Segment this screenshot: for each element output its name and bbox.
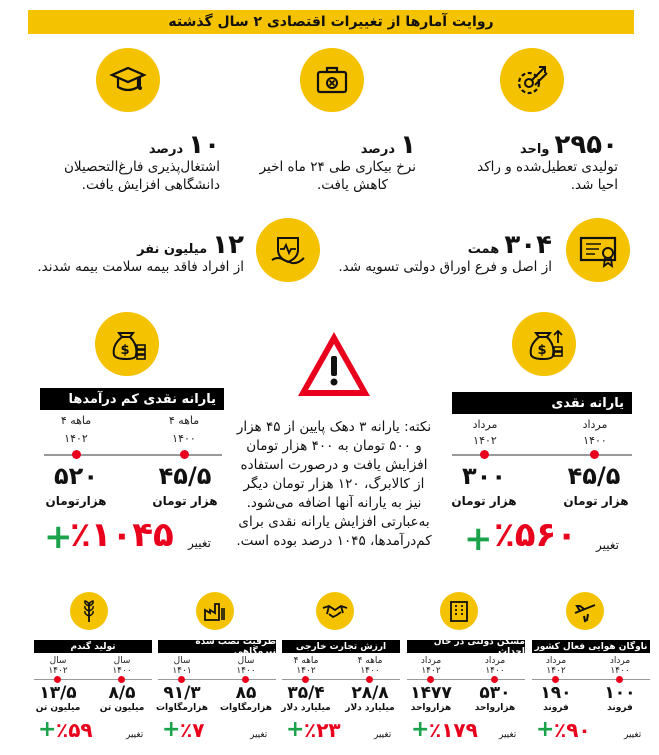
money-bag-icon [512, 312, 576, 376]
small-stat-date1-a: ۴ ماهه [357, 656, 383, 666]
small-stat-unit-2: هزارواحد [410, 703, 452, 713]
small-stat-unit-1: میلیون تن [99, 703, 145, 713]
small-stat-pct: ٪۲۳ [304, 718, 341, 742]
graduation-cap-icon [96, 48, 160, 112]
small-stat-timeline [407, 679, 525, 680]
small-stat-timeline [158, 679, 276, 680]
note-line-3: افزایش یافت و درصورت استفاده [240, 457, 428, 473]
svg-text:$: $ [120, 343, 130, 358]
airplane-icon [566, 592, 604, 630]
small-stat-timeline [34, 679, 152, 680]
small-stat-dot-1 [366, 676, 373, 683]
certificate-icon [566, 218, 630, 282]
small-stat-value-2: ۱۴۷۷ [410, 683, 452, 703]
gear-arrows-icon [500, 48, 564, 112]
small-stat-date1-b: ۱۴۰۰ [485, 666, 505, 676]
small-stat-change-label: تغییر [250, 730, 268, 740]
page-title: روایت آمارها از تغییرات اقتصادی ۲ سال گذشته [28, 10, 634, 34]
small-stat-title: مسکن دولتی در حال احداث [407, 640, 525, 653]
small-stat-date2-b: ۱۴۰۱ [172, 666, 192, 676]
stat-unemployment [244, 132, 416, 194]
small-stat-date2-b: ۱۴۰۲ [546, 666, 566, 676]
note-line-2: و ۵۰۰ تومان به ۴۰۰ هزار تومان [246, 438, 422, 454]
stat-graduates [40, 132, 220, 194]
small-stat-pct: ٪۵۹ [56, 718, 93, 742]
stat-unemployment-unit: درصد [360, 142, 396, 157]
low-income-plus: + [44, 517, 73, 557]
briefcase-icon [300, 48, 364, 112]
cash-plus: + [464, 519, 493, 559]
cash-dot-1 [590, 450, 599, 459]
cash-unit-1: هزار تومان [563, 494, 629, 508]
small-stat-unit-2: هزارمگاوات [155, 703, 208, 713]
cash-date2-a: مرداد [472, 418, 498, 431]
small-stat-dot-2 [302, 676, 309, 683]
stat-bonds-num: ۳۰۴ [504, 230, 552, 260]
small-stat-date2-b: ۱۴۰۲ [48, 666, 68, 676]
note-text [236, 418, 432, 551]
low-income-date1-a: ۴ ماهه [168, 414, 200, 427]
health-hand-icon [256, 218, 320, 282]
low-income-unit-2: هزارتومان [45, 494, 107, 508]
cash-dot-2 [480, 450, 489, 459]
small-stat-date2-a: سال [49, 656, 67, 666]
low-income-dot-2 [72, 450, 81, 459]
small-stat-title: ناوگان هوایی فعال کشور [532, 640, 650, 653]
small-stat-dot-2 [552, 676, 559, 683]
small-stat-date1-b: ۱۴۰۰ [610, 666, 630, 676]
small-stat-date2-a: مرداد [420, 656, 442, 666]
building-icon [440, 592, 478, 630]
small-stat-pct: ٪۷ [180, 718, 205, 742]
small-stat-date2-b: ۱۴۰۲ [421, 666, 441, 676]
small-stat-unit-1: هزارواحد [474, 703, 516, 713]
small-stat-value-2: ۹۱/۳ [163, 683, 201, 703]
small-stat-plus: + [536, 717, 555, 742]
low-income-date2-a: ۴ ماهه [60, 414, 92, 427]
small-stat-plus: + [286, 717, 305, 742]
small-stat-change-label: تغییر [499, 730, 517, 740]
small-stat-dot-2 [54, 676, 61, 683]
cash-unit-2: هزار تومان [451, 494, 517, 508]
small-stat-value-2: ۱۳/۵ [39, 683, 77, 703]
small-stat-dot-1 [242, 676, 249, 683]
low-income-change-label: تغییر [188, 536, 211, 550]
wheat-icon [70, 592, 108, 630]
stat-unemployment-num: ۱ [400, 130, 416, 160]
stat-units-desc2: احیا شد. [570, 177, 618, 193]
cash-title: یارانه نقدی [452, 392, 632, 414]
cash-date1-b: ۱۴۰۰ [583, 434, 607, 447]
small-stat-pct: ٪۹۰ [554, 718, 591, 742]
small-stat-date2-a: مرداد [545, 656, 567, 666]
small-stat-date2-a: سال [173, 656, 191, 666]
small-stat-change-label: تغییر [374, 730, 392, 740]
small-stat-unit-2: میلیارد دلار [281, 703, 331, 713]
low-income-unit-1: هزار تومان [152, 494, 218, 508]
stat-units-desc1: تولیدی تعطیل‌شده و راکد [477, 159, 618, 175]
cash-value-2: ۳۰۰ [462, 462, 506, 490]
small-stat-dot-1 [616, 676, 623, 683]
low-income-date2-b: ۱۴۰۲ [64, 432, 88, 445]
cash-pct: ٪۵۶۰ [494, 515, 578, 555]
stat-graduates-unit: درصد [148, 142, 184, 157]
small-stat-unit-1: میلیارد دلار [345, 703, 395, 713]
small-stat-dot-2 [178, 676, 185, 683]
handshake-icon [316, 592, 354, 630]
stat-units-unit: واحد [520, 142, 550, 157]
small-stat-timeline [282, 679, 400, 680]
cash-value-1: ۴۵/۵ [567, 462, 621, 490]
money-bag-icon [95, 312, 159, 376]
small-stat-date1-a: مرداد [609, 656, 631, 666]
stat-graduates-desc1: اشتغال‌پذیری فارغ‌التحصیلان [63, 159, 220, 175]
small-stat-pct: ٪۱۷۹ [429, 718, 478, 742]
low-income-pct: ٪۱۰۴۵ [70, 515, 174, 555]
stat-insurance-desc: از افراد فاقد بیمه سلامت بیمه شدند. [37, 259, 244, 275]
small-stat-date1-b: ۱۴۰۰ [236, 666, 256, 676]
small-stat-plus: + [38, 717, 57, 742]
small-stat-date1-b: ۱۴۰۰ [112, 666, 132, 676]
small-stat-timeline [532, 679, 650, 680]
small-stat-title: تولید گندم [34, 640, 152, 653]
small-stat-date1-a: مرداد [484, 656, 506, 666]
stat-units [450, 132, 618, 194]
small-stat-value-1: ۱۰۰ [604, 683, 636, 703]
small-stat-date2-a: ۴ ماهه [293, 656, 319, 666]
small-stat-value-1: ۲۸/۸ [351, 683, 389, 703]
low-income-title: یارانه نقدی کم درآمدها [40, 388, 224, 410]
power-plant-icon [196, 592, 234, 630]
small-stat-date1-a: سال [237, 656, 255, 666]
svg-text:$: $ [537, 343, 547, 358]
small-stat-change-label: تغییر [126, 730, 144, 740]
small-stat-plus: + [411, 717, 430, 742]
small-stat-unit-2: میلیون تن [35, 703, 81, 713]
small-stat-unit-1: فروند [607, 703, 633, 713]
low-income-value-1: ۴۵/۵ [158, 462, 212, 490]
small-stat-unit-1: هزارمگاوات [219, 703, 272, 713]
stat-graduates-desc2: دانشگاهی افزایش یافت. [81, 177, 220, 193]
stat-graduates-num: ۱۰ [188, 130, 220, 160]
stat-insurance-num: ۱۲ [212, 230, 244, 260]
low-income-date1-b: ۱۴۰۰ [172, 432, 196, 445]
small-stat-value-1: ۵۳۰ [479, 683, 511, 703]
stat-insurance-unit: میلیون نفر [137, 242, 208, 257]
note-line-4: از کالابرگ، ۱۲۰ هزار تومان دیگر [243, 476, 425, 492]
warning-triangle-icon [294, 328, 374, 400]
stat-bonds-unit: همت [467, 242, 500, 257]
stat-insurance [34, 232, 244, 276]
small-stat-dot-1 [118, 676, 125, 683]
note-line-6: به‌عبارتی افزایش یارانه نقدی برای [238, 514, 430, 530]
small-stat-value-1: ۸/۵ [108, 683, 136, 703]
small-stat-change-label: تغییر [624, 730, 642, 740]
note-line-7: کم‌درآمدها، ۱۰۴۵ درصد بوده است. [236, 533, 432, 549]
small-stat-unit-2: فروند [543, 703, 569, 713]
small-stat-date2-b: ۱۴۰۲ [296, 666, 316, 676]
small-stat-date1-a: سال [113, 656, 131, 666]
low-income-value-2: ۵۲۰ [54, 462, 98, 490]
small-stat-value-2: ۳۵/۴ [287, 683, 325, 703]
stat-unemployment-desc1: نرخ بیکاری طی ۲۴ ماه اخیر [259, 159, 416, 175]
small-stat-value-1: ۸۵ [235, 683, 257, 703]
small-stat-value-2: ۱۹۰ [540, 683, 572, 703]
cash-date1-a: مرداد [582, 418, 608, 431]
low-income-dot-1 [180, 450, 189, 459]
stat-bonds [330, 232, 552, 276]
small-stat-title: ظرفیت نصب شده نیروگاهی [158, 640, 276, 653]
note-line-5: نیز به یارانه آنها اضافه می‌شود. [246, 495, 422, 511]
cash-date2-b: ۱۴۰۲ [473, 434, 497, 447]
small-stat-title: ارزش تجارت خارجی [282, 640, 400, 653]
stat-unemployment-desc2: کاهش یافت. [316, 177, 388, 193]
small-stat-plus: + [162, 717, 181, 742]
small-stat-dot-1 [491, 676, 498, 683]
small-stat-dot-2 [427, 676, 434, 683]
cash-change-label: تغییر [596, 538, 619, 552]
stat-units-num: ۲۹۵۰ [554, 130, 618, 160]
stat-bonds-desc: از اصل و فرع اوراق دولتی تسویه شد. [338, 259, 552, 275]
small-stat-date1-b: ۱۴۰۰ [360, 666, 380, 676]
note-line-1: نکته: یارانه ۳ دهک پایین از ۴۵ هزار [236, 419, 432, 435]
